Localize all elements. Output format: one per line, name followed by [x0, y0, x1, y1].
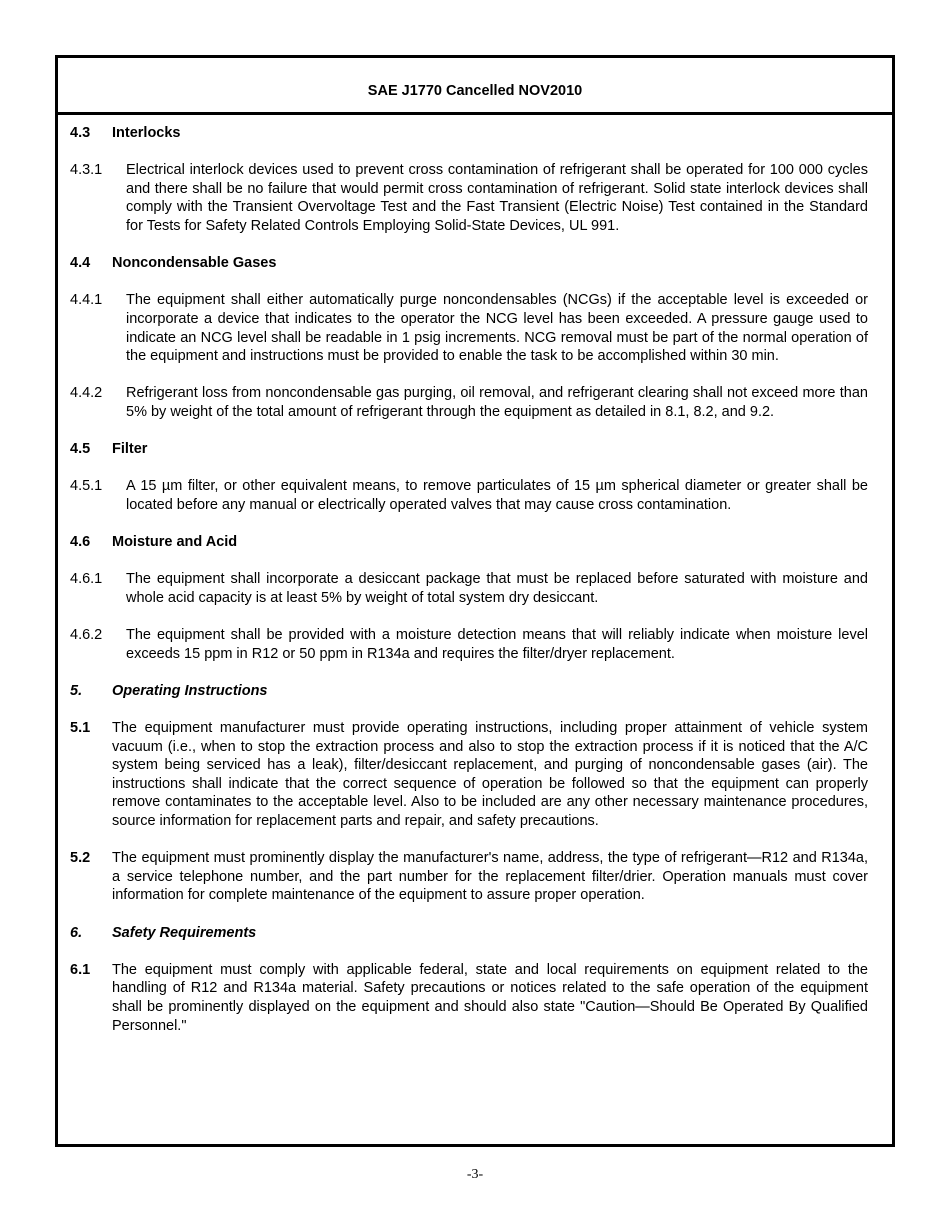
paragraph-number: 5.1: [70, 720, 91, 736]
paragraph-text: The equipment shall incorporate a desiccant package that must be replaced before saturated with moisture and whole acid capacity is at least 5% by weight of total system dry desiccant.: [126, 571, 868, 606]
paragraph-5-2: [70, 849, 868, 905]
paragraph-6-1: [70, 961, 868, 1035]
paragraph-text: Electrical interlock devices used to prevent cross contamination of refrigerant shall be operated for 100 000 cycles and there shall be no failure that would permit cross contamination of refrigerant. Solid state interlock devices shall comply with the Transient Overvoltage Test and the Fast Transient (Electric Noise) Test contained in the Standard for Tests for Safety Related Controls Employing Solid-State Devices, UL 991.: [126, 162, 868, 234]
paragraph-number: 4.3.1: [70, 162, 103, 179]
section-number: 6.: [70, 924, 83, 941]
page-header: [58, 58, 892, 115]
section-title: Operating Instructions: [112, 682, 268, 699]
section-title: Safety Requirements: [112, 924, 257, 941]
document-title: SAE J1770 Cancelled NOV2010: [367, 83, 583, 99]
section-title: Filter: [112, 441, 148, 458]
paragraph-text: The equipment shall either automatically purge noncondensables (NCGs) if the acceptable level is exceeded or incorporate a device that indicates to the operator the NCG level has been exceeded. A pressure gauge used to indicate an NCG level shall be readable in 1 psig increments. NCG removal must be part of the normal operation of the equipment and instructions must be provided to enable the task to be accomplished within 30 min.: [126, 292, 868, 365]
paragraph-number: 4.5.1: [70, 478, 103, 495]
section-number: 4.3: [70, 125, 91, 141]
section-heading-4-4: [70, 254, 868, 273]
paragraph-4-6-1: [70, 570, 868, 607]
paragraph-number: 4.6.1: [70, 571, 103, 588]
paragraph-text: A 15 µm filter, or other equivalent means, to remove particulates of 15 µm spherical diameter or greater shall be located before any manual or electrically operated valves that may cause cross contamination.: [126, 478, 868, 513]
section-number: 4.4: [70, 255, 91, 272]
section-number: 4.6: [70, 534, 91, 551]
page-number: -3-: [466, 1167, 484, 1182]
paragraph-text: The equipment must comply with applicable federal, state and local requirements on equipment related to the handling of R12 and R134a material. Safety precautions or notices related to the safe operation of the equipment shall be prominently displayed on the equipment and should also state "Caution—Should Be Operated By Qualified Personnel.": [112, 961, 868, 1034]
section-number: 5.: [70, 682, 83, 699]
section-heading-4-3: [70, 124, 868, 143]
section-heading-4-5: [70, 440, 868, 459]
paragraph-text: The equipment must prominently display the manufacturer's name, address, the type of refrigerant—R12 and R134a, a service telephone number, and the part number for the replacement filter/drier. Operation manuals must cover information for complete maintenance of the equipment to assure proper operation.: [112, 850, 868, 904]
paragraph-number: 6.1: [70, 961, 91, 978]
paragraph-4-3-1: [70, 161, 868, 235]
section-title: Moisture and Acid: [112, 534, 238, 551]
paragraph-text: The equipment shall be provided with a moisture detection means that will reliably indicate when moisture level exceeds 15 ppm in R12 or 50 ppm in R134a and requires the filter/dryer replacement.: [126, 627, 868, 662]
page-content: [70, 124, 868, 1035]
paragraph-number: 4.6.2: [70, 627, 103, 644]
section-heading-4-6: [70, 533, 868, 552]
paragraph-4-4-1: [70, 291, 868, 365]
section-title: Noncondensable Gases: [112, 255, 277, 272]
paragraph-text: Refrigerant loss from noncondensable gas purging, oil removal, and refrigerant clearing shall not exceed more than 5% by weight of the total amount of refrigerant through the equipment as detailed in 8.1, 8.2, and 9.2.: [126, 385, 868, 420]
paragraph-text: The equipment manufacturer must provide operating instructions, including proper attainment of vehicle system vacuum (i.e., when to stop the extraction process and also to stop the extraction process if it is noticed that the A/C system being serviced has a leak), filter/desiccant replacement, and purging of noncondensable gases (air). The instructions shall indicate that the correct sequence of operation be followed so that the equipment can properly remove contaminates to the acceptable level. Also to be included are any other necessary maintenance procedures, source information for replacement parts and repair, and safety precautions.: [112, 720, 868, 829]
page-frame: [55, 55, 895, 1147]
paragraph-number: 4.4.2: [70, 385, 103, 402]
paragraph-number: 4.4.1: [70, 292, 103, 309]
paragraph-4-5-1: [70, 477, 868, 514]
section-title: Interlocks: [112, 125, 181, 141]
paragraph-4-4-2: [70, 384, 868, 421]
section-number: 4.5: [70, 441, 91, 458]
section-heading-5: [70, 682, 868, 701]
section-heading-6: [70, 924, 868, 943]
paragraph-4-6-2: [70, 626, 868, 663]
paragraph-number: 5.2: [70, 850, 91, 867]
paragraph-5-1: [70, 719, 868, 831]
